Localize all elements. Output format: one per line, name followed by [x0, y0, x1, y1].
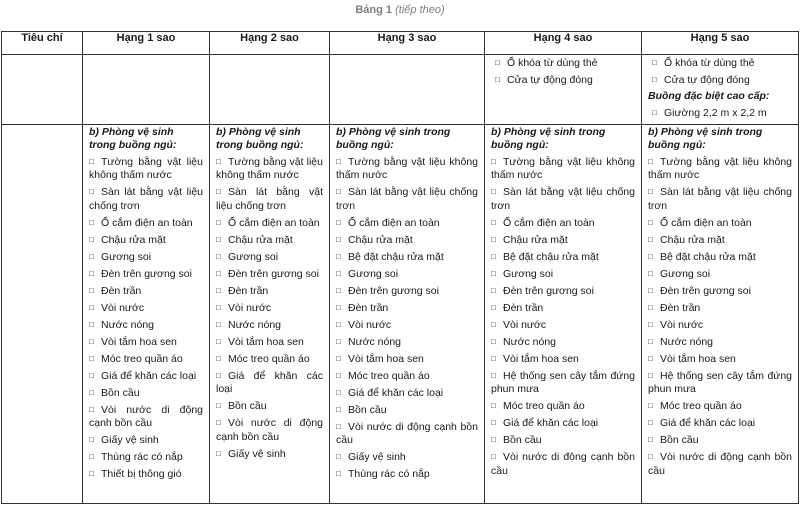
list-item: □ Sàn lát bằng vật liệu chống trơn — [89, 185, 203, 213]
list-item: □ Chậu rửa mặt — [216, 233, 323, 248]
list-item: □ Vòi tắm hoa sen — [491, 352, 635, 367]
list-item: □ Ổ khóa từ dùng thẻ — [491, 56, 635, 71]
table-caption-main: Bảng 1 — [355, 4, 393, 16]
list-item: □ Vòi nước di động cạnh bồn cầu — [491, 450, 635, 478]
cell-2-star — [210, 55, 330, 125]
list-item: □ Bồn cầu — [491, 433, 635, 448]
table-caption-sub: (tiếp theo) — [395, 4, 445, 16]
list-item: □ Giấy vệ sinh — [216, 447, 323, 462]
list-item: □ Đèn trên gương soi — [89, 267, 203, 282]
list-item: □ Đèn trần — [336, 301, 478, 316]
header-criteria: Tiêu chí — [2, 32, 83, 55]
list-item: □ Ổ khóa từ dùng thẻ — [648, 56, 792, 71]
list-item: □ Móc treo quần áo — [89, 352, 203, 367]
list-item: □ Bồn cầu — [336, 403, 478, 418]
list-item: □ Vòi nước di động cạnh bồn cầu — [336, 420, 478, 448]
list-item: □ Đèn trên gương soi — [336, 284, 478, 299]
section-heading: b) Phòng vệ sinh trong buồng ngủ: — [648, 125, 763, 151]
list-item: □ Nước nóng — [491, 335, 635, 350]
list-item: □ Hệ thống sen cây tắm đứng phun mưa — [491, 369, 635, 397]
list-item: □ Cửa tự động đóng — [491, 73, 635, 88]
list-item: □ Giá để khăn các loại — [491, 416, 635, 431]
list-item: □ Gương soi — [216, 250, 323, 265]
cell-4-star — [485, 55, 642, 125]
list-item: □ Vòi nước — [648, 318, 792, 333]
list-item: □ Giấy vệ sinh — [89, 433, 203, 448]
list-item: □ Ổ cắm điện an toàn — [216, 216, 323, 231]
list-item: □ Bồn cầu — [216, 399, 323, 414]
criteria-cell — [2, 55, 83, 125]
list-item: □ Bệ đặt chậu rửa mặt — [491, 250, 635, 265]
list-item: □ Nước nóng — [216, 318, 323, 333]
list-item: □ Thùng rác có nắp — [89, 450, 203, 465]
header-4-star: Hạng 4 sao — [485, 32, 642, 55]
header-1-star: Hạng 1 sao — [83, 32, 210, 55]
criteria-cell — [2, 124, 83, 503]
list-item: □ Chậu rửa mặt — [89, 233, 203, 248]
list-item: □ Giá để khăn các loại — [216, 369, 323, 397]
section-heading: b) Phòng vệ sinh trong buồng ngủ: — [89, 125, 177, 151]
list-item: □ Thùng rác có nắp — [336, 467, 478, 482]
list-item: □ Đèn trần — [216, 284, 323, 299]
list-item: □ Sàn lát bằng vật liệu chống trơn — [336, 185, 478, 213]
cell-2-star — [210, 124, 330, 503]
list-item: □ Ổ cắm điện an toàn — [491, 216, 635, 231]
list-item: □ Giấy vệ sinh — [336, 450, 478, 465]
section-heading: b) Phòng vệ sinh trong buồng ngủ: — [216, 125, 304, 151]
list-item: □ Hệ thống sen cây tắm đứng phun mưa — [648, 369, 792, 397]
list-item: □ Tường bằng vật liệu không thấm nước — [648, 155, 792, 183]
section-heading: b) Phòng vệ sinh trong buồng ngủ: — [336, 125, 451, 151]
list-item: □ Vòi nước di động cạnh bồn cầu — [648, 450, 792, 478]
list-item: □ Chậu rửa mặt — [336, 233, 478, 248]
list-item: □ Bồn cầu — [648, 433, 792, 448]
list-item: □ Gương soi — [648, 267, 792, 282]
list-item: □ Chậu rửa mặt — [648, 233, 792, 248]
cell-5-star — [642, 55, 799, 125]
section-heading: b) Phòng vệ sinh trong buồng ngủ: — [491, 125, 606, 151]
list-item: □ Gương soi — [491, 267, 635, 282]
table-caption — [0, 4, 800, 16]
list-item: □ Cửa tự động đóng — [648, 73, 792, 88]
cell-3-star — [330, 124, 485, 503]
list-item: □ Bệ đặt chậu rửa mặt — [336, 250, 478, 265]
list-item: □ Vòi nước — [216, 301, 323, 316]
list-item: □ Nước nóng — [648, 335, 792, 350]
list-item: □ Gương soi — [336, 267, 478, 282]
list-item: □ Vòi nước di động cạnh bồn cầu — [216, 416, 323, 444]
list-item: □ Nước nóng — [89, 318, 203, 333]
table-row — [2, 124, 799, 503]
standards-table — [1, 31, 799, 504]
header-2-star: Hạng 2 sao — [210, 32, 330, 55]
special-room-heading: Buồng đặc biệt cao cấp: — [648, 90, 770, 102]
list-item: □ Giá để khăn các loại — [648, 416, 792, 431]
list-item: □ Ổ cắm điện an toàn — [648, 216, 792, 231]
list-item: □ Vòi nước — [491, 318, 635, 333]
list-item: □ Nước nóng — [336, 335, 478, 350]
list-item: □ Bồn cầu — [89, 386, 203, 401]
list-item: □ Đèn trên gương soi — [491, 284, 635, 299]
header-3-star: Hạng 3 sao — [330, 32, 485, 55]
list-item: □ Ổ cắm điện an toàn — [89, 216, 203, 231]
list-item: □ Móc treo quần áo — [648, 399, 792, 414]
list-item: □ Giá để khăn các loại — [89, 369, 203, 384]
list-item: □ Vòi tắm hoa sen — [216, 335, 323, 350]
list-item: □ Tường bằng vật liệu không thấm nước — [336, 155, 478, 183]
list-item: □ Đèn trên gương soi — [216, 267, 323, 282]
list-item: □ Sàn lát bằng vật liệu chống trơn — [648, 185, 792, 213]
list-item: □ Thiết bị thông gió — [89, 467, 203, 482]
list-item: □ Móc treo quần áo — [336, 369, 478, 384]
list-item: □ Vòi nước di động cạnh bồn cầu — [89, 403, 203, 431]
list-item: □ Ổ cắm điện an toàn — [336, 216, 478, 231]
list-item: □ Vòi tắm hoa sen — [336, 352, 478, 367]
table-row — [2, 55, 799, 125]
list-item: □ Đèn trần — [89, 284, 203, 299]
list-item: □ Đèn trần — [648, 301, 792, 316]
list-item: □ Vòi tắm hoa sen — [89, 335, 203, 350]
list-item: □ Sàn lát bằng vật liệu chống trơn — [216, 185, 323, 213]
header-row — [2, 32, 799, 55]
list-item: □ Vòi tắm hoa sen — [648, 352, 792, 367]
list-item: □ Bệ đặt chậu rửa mặt — [648, 250, 792, 265]
list-item: □ Vòi nước — [89, 301, 203, 316]
header-5-star: Hạng 5 sao — [642, 32, 799, 55]
list-item: □ Giường 2,2 m x 2,2 m — [648, 106, 792, 121]
list-item: □ Tường bằng vật liệu không thấm nước — [491, 155, 635, 183]
cell-4-star — [485, 124, 642, 503]
cell-3-star — [330, 55, 485, 125]
list-item: □ Vòi nước — [336, 318, 478, 333]
cell-1-star — [83, 124, 210, 503]
list-item: □ Móc treo quần áo — [216, 352, 323, 367]
list-item: □ Đèn trên gương soi — [648, 284, 792, 299]
list-item: □ Móc treo quần áo — [491, 399, 635, 414]
list-item: □ Giá để khăn các loại — [336, 386, 478, 401]
list-item: □ Chậu rửa mặt — [491, 233, 635, 248]
cell-1-star — [83, 55, 210, 125]
cell-5-star — [642, 124, 799, 503]
list-item: □ Gương soi — [89, 250, 203, 265]
list-item: □ Sàn lát bằng vật liệu chống trơn — [491, 185, 635, 213]
list-item: □ Tường bằng vật liệu không thấm nước — [89, 155, 203, 183]
list-item: □ Tường bằng vật liệu không thấm nước — [216, 155, 323, 183]
list-item: □ Đèn trần — [491, 301, 635, 316]
